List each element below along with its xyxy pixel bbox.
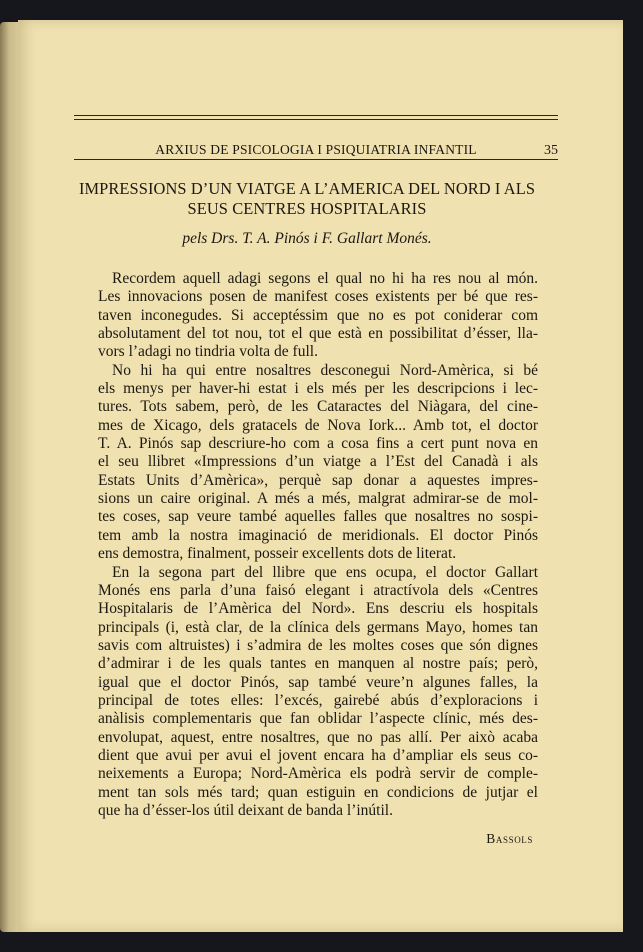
article-authors: pels Drs. T. A. Pinós i F. Gallart Monés. [182,230,432,247]
article-title-line: SEUS CENTRES HOSPITALARIS [187,199,427,218]
book-spine-edge [0,22,20,932]
body-line: que ha d’ésser-los útil deixant de banda l’inútil. [98,801,393,819]
header-rule-top [74,115,558,116]
body-line: Les innovacions posen de manifest coses existents per bé que res- [98,288,538,306]
article-body [98,270,538,820]
body-line: envolupat, aquest, entre nosaltres, que no pas allí. Per això acaba [98,728,538,746]
article-signature: Bassols [486,831,533,846]
body-line: En la segona part del llibre que ens ocupa, el doctor Gallart [112,563,538,581]
body-line: tem amb la nostra imaginació de meridionals. El doctor Pinós [98,526,538,544]
body-line: ens demostra, finalment, posseir excellents dots de literat. [98,545,457,563]
header-rule-top-inner [74,119,558,120]
body-line: absolutament del tot nou, tot el que està en possibilitat d’ésser, lla- [98,325,538,343]
body-line: Estats Units d’Amèrica», perquè sap donar a aquestes impres- [98,471,538,489]
body-line: el seu llibret «Impressions d’un viatge a l’Est del Canadà i als [98,453,538,471]
article-title [72,179,542,219]
body-line: T. A. Pinós sap descriure-ho com a cosa fins a cert punt nova en [98,435,538,453]
running-header [74,115,558,163]
body-line: dient que avui per avui el jovent encara ha d’ampliar els seus co- [98,746,538,764]
header-rule-bottom [74,159,558,160]
body-line: principals (i, està clar, de la clínica dels germans Mayo, homes tan [98,618,538,636]
body-line: d’admirar i de les quals tantes en manquen al nostre país; però, [98,655,538,673]
body-line: Recordem aquell adagi segons el qual no hi ha res nou al món. [112,270,538,287]
body-line: sions un caire original. A més a més, malgrat admirar-se de mol- [98,490,538,508]
body-line: tures. Tots sabem, però, de les Cataractes del Niàgara, del cine- [98,398,538,416]
body-line: ment tan sols més tard; quan estiguin en condicions de jutjar el [98,783,538,801]
body-line: No hi ha qui entre nosaltres desconegui Nord-Amèrica, si bé [112,361,538,379]
body-line: mes de Xicago, dels gratacels de Nova Iork... Amb tot, el doctor [98,416,538,434]
journal-title: ARXIUS DE PSICOLOGIA I PSIQUIATRIA INFANTIL [155,142,477,157]
body-line: Monés ens parla d’una faisó elegant i atractívola dels «Centres [98,581,538,599]
body-line: neixements a Europa; Nord-Amèrica els podrà servir de comple- [98,765,538,783]
article-title-line: IMPRESSIONS D’UN VIATGE A L’AMERICA DEL NORD I ALS [78,179,536,198]
body-line: anàlisis complementaris que fan oblidar l’aspecte clínic, més des- [98,710,538,728]
body-line: els menys per haver-hi estat i els més per les descripcions i lec- [98,380,538,398]
body-line: vors l’adagi no tindria volta de full. [98,343,318,361]
body-line: tes coses, sap veure també aquelles falles que nosaltres no sospi- [98,508,538,526]
body-line: principal de totes elles: l’excés, gairebé abús d’exploracions i [98,691,538,709]
body-line: taven inconegudes. Si acceptéssim que no es pot coniderar com [98,306,538,324]
body-line: Hospitalaris de l’Amèrica del Nord». Ens descriu els hospitals [98,600,538,618]
body-line: igual que el doctor Pinós, sap també veure’n algunes falles, la [98,673,538,691]
body-line: savis com altruistes) i s’admira de les moltes coses que són dignes [98,636,538,654]
page-number: 35 [544,143,558,158]
